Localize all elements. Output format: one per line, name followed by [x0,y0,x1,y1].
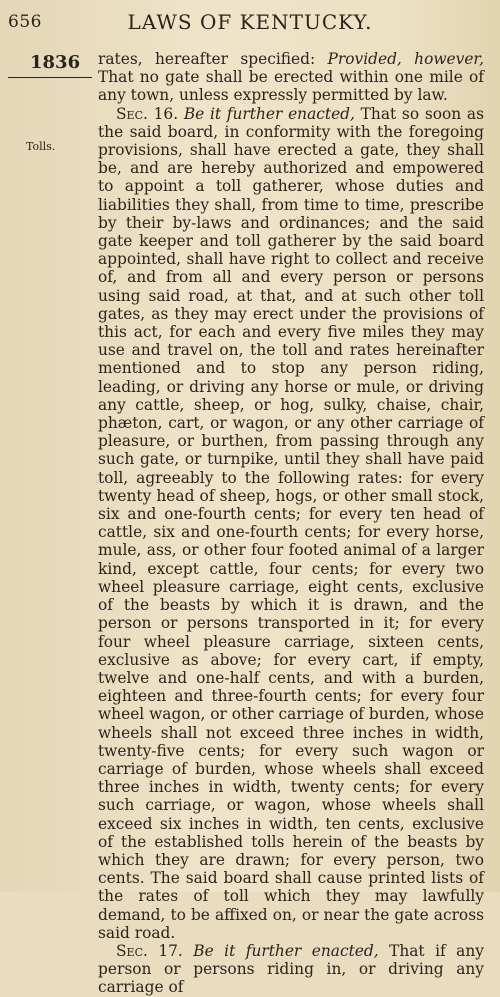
body-text [98,50,484,997]
proviso-italic: Provided, however, [327,50,484,68]
section-label: Sec. 16. [116,104,179,123]
section-text: That if any person or persons riding in, or driving any carriage of [98,941,484,997]
enacting-clause: Be it further enacted, [193,941,379,960]
margin-rule [8,77,92,78]
page-number: 656 [8,12,42,32]
enacting-clause: Be it further enacted, [183,104,355,123]
running-head: LAWS OF KENTUCKY. [127,10,373,34]
section-16 [98,105,484,942]
margin-year: 1836 [30,52,81,73]
section-text: That so soon as the said board, in conformity with the foregoing provisions, shall have erected a gate, they shall be, and are hereby authorized and empowered to appoint a toll gatherer, whose duties and liabilities they shall, from time to time, prescribe by their by-laws and ordinances; and the said gate keeper and toll gatherer by the said board appointed, shall have right to collect and receive of, and from all and every person or persons using said road, at that, and at such other toll gates, as they may erect under the provisions of this act, for each and every five miles they may use and travel on, the toll and rates hereinafter mentioned and to stop any person riding, leading, or driving any horse or mule, or driving any cattle, sheep, or hog, sulky, chaise, chair, phæton, cart, or wagon, or any other carriage of pleasure, or burthen, from passing through any such gate, or turnpike, until they shall have paid toll, agreeably to the following rates: for every twenty head of sheep, hogs, or other small stock, six and one-fourth cents; for every ten head of cattle, six and one-fourth cents; for every horse, mule, ass, or other four footed animal of a larger kind, except cattle, four cents; for every two wheel pleasure carriage, eight cents, exclusive of the beasts by which it is drawn, and the person or persons transported in it; for every four wheel pleasure carriage, sixteen cents, exclusive as above; for every cart, if empty, twelve and one-half cents, and with a burden, eighteen and three-fourth cents; for every four wheel wagon, or other carriage of burden, whose wheels shall not exceed three inches in width, twenty-five cents; for every such wagon or carriage of burden, whose wheels shall exceed three inches in width, twenty cents; for every such carriage, or wagon, whose wheels shall exceed six inches in width, ten cents, exclusive of the established tolls herein of the beasts by which they are drawn; for every person, two cents. The said board shall cause printed lists of the rates of toll which they may lawfully demand, to be affixed on, or near the gate across said road. [98,104,484,942]
page-header [0,10,500,36]
section-17 [98,942,484,997]
paragraph-text-pre: rates, hereafter specified: [98,50,328,68]
margin-note: Tolls. [26,140,56,153]
paragraph-text-post: That no gate shall be erected within one mile of any town, unless expressly permitted by law. [98,68,484,105]
paragraph-continuation [98,50,484,105]
section-label: Sec. 17. [116,941,183,960]
